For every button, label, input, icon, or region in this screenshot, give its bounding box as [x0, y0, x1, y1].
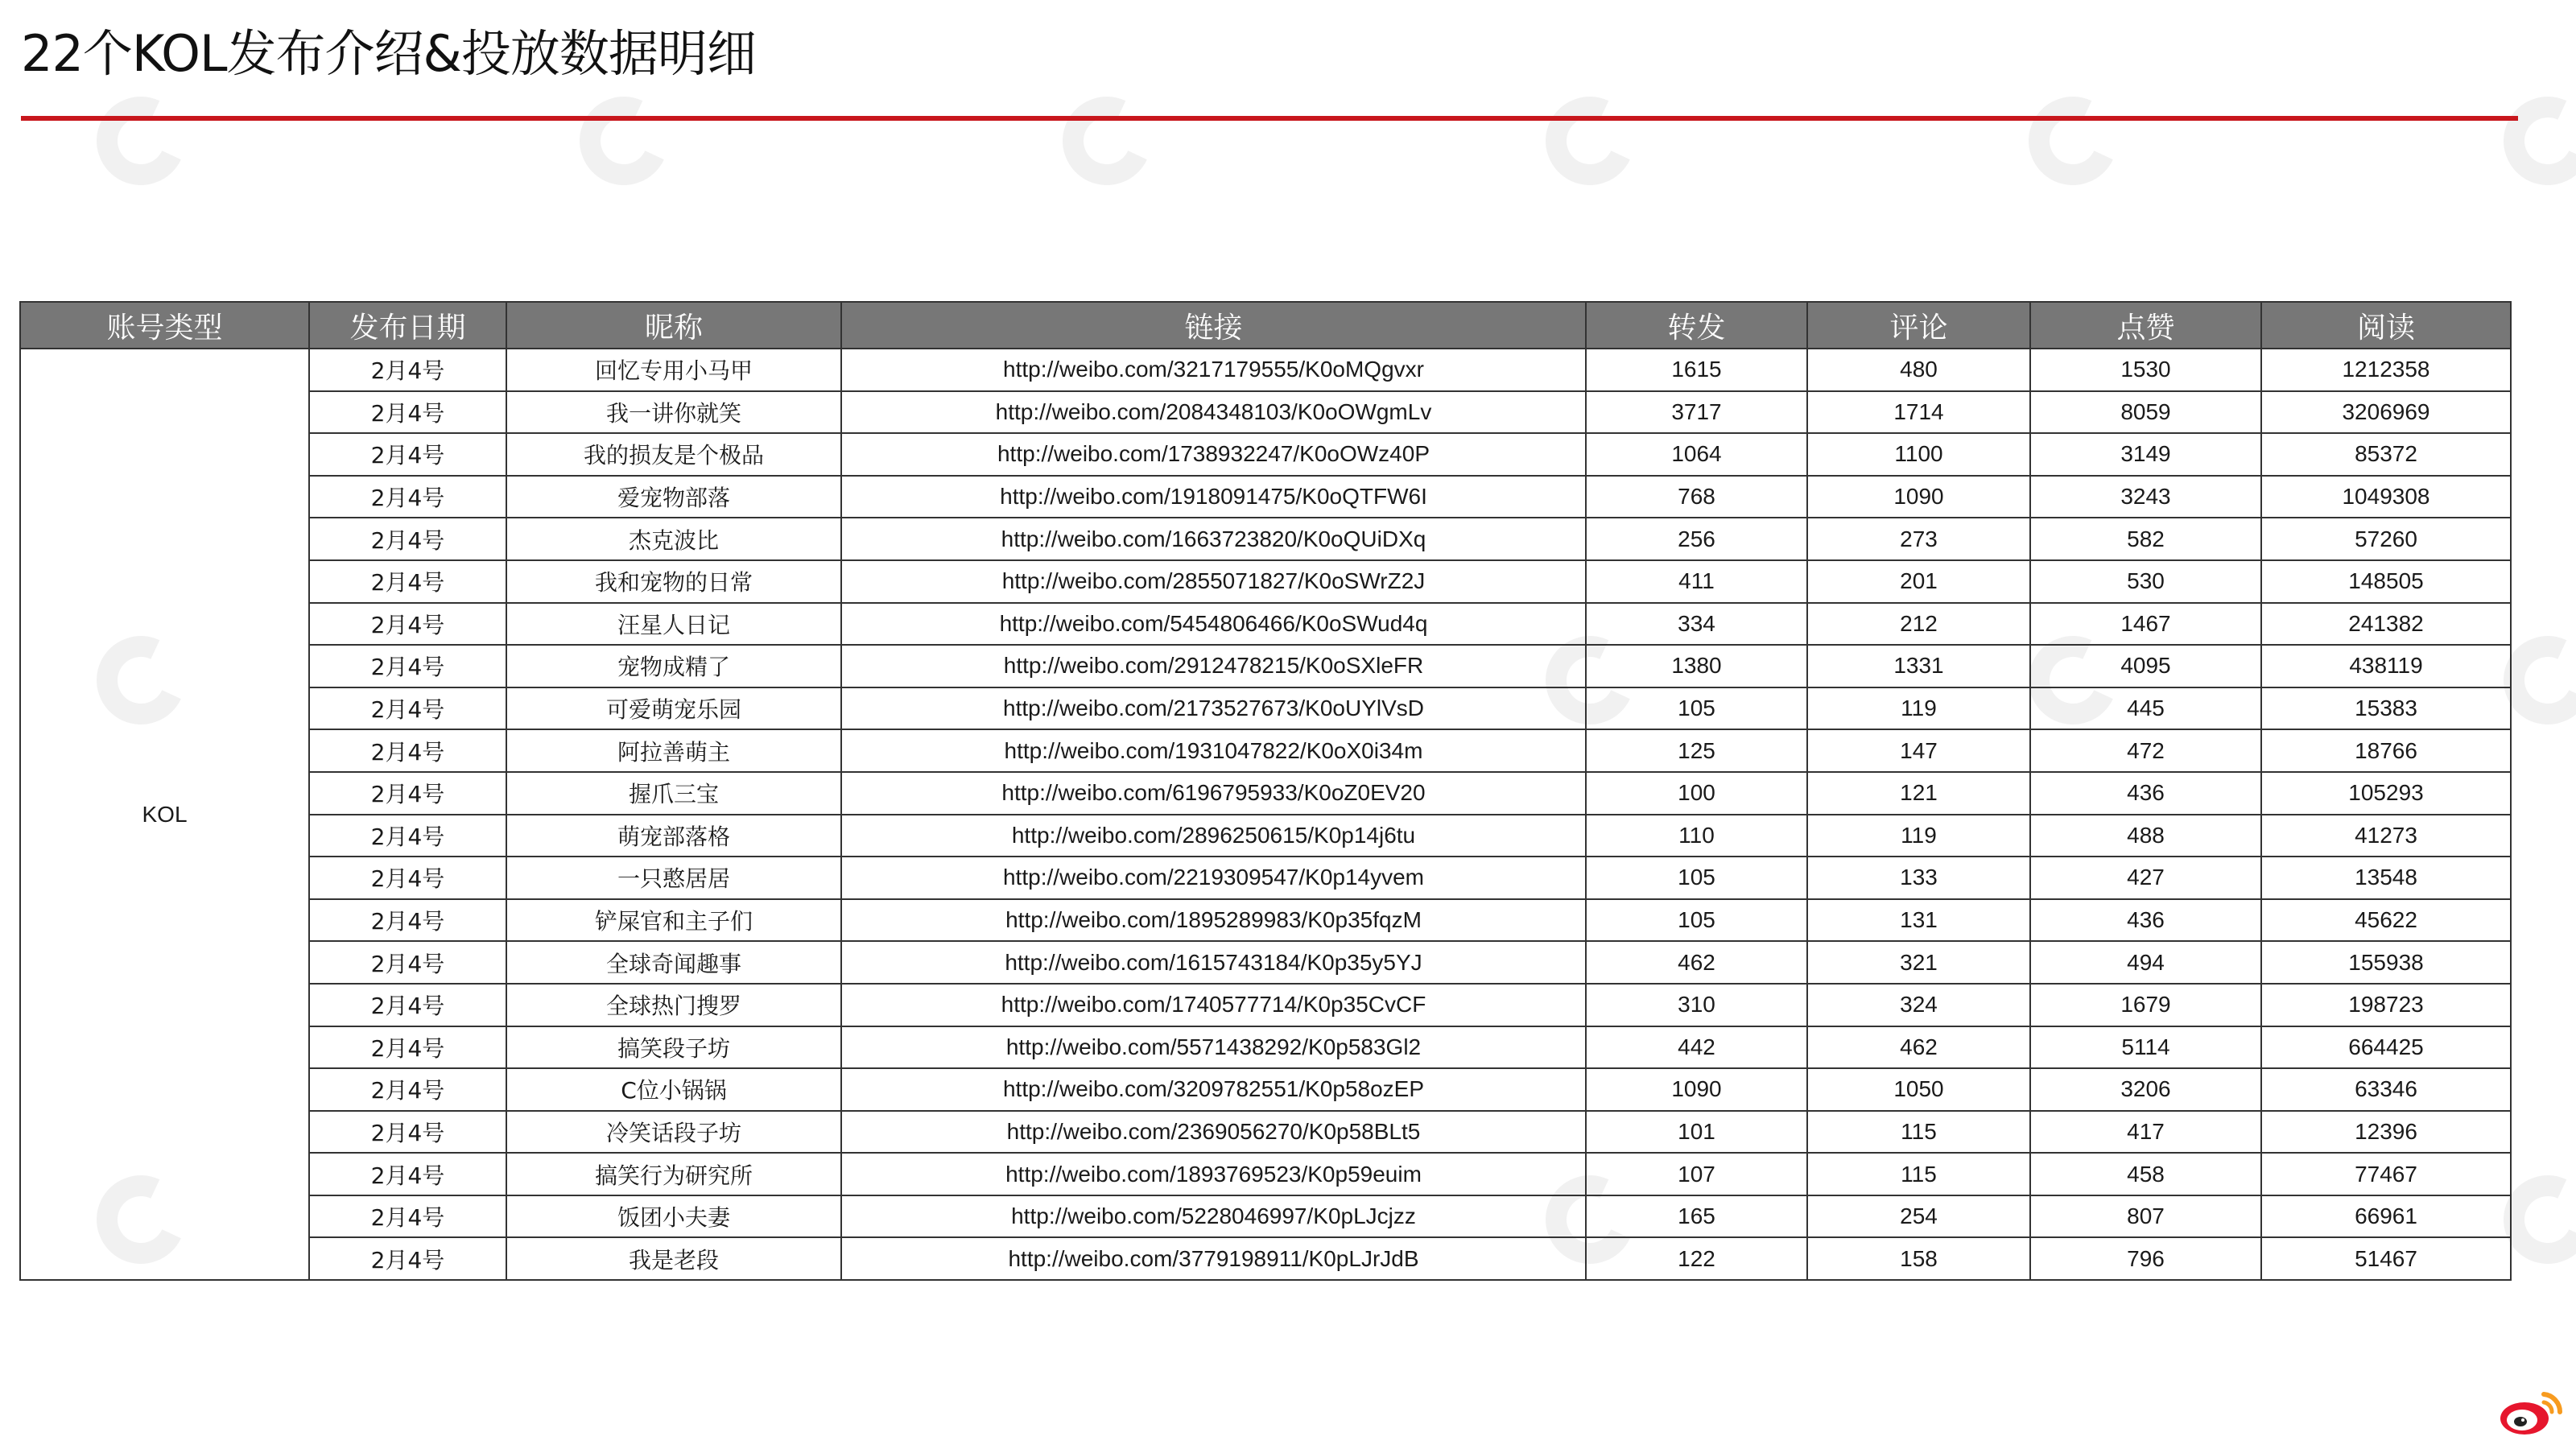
- nickname-cell: 我和宠物的日常: [506, 560, 841, 603]
- link-cell[interactable]: http://weibo.com/2896250615/K0p14j6tu: [841, 815, 1586, 857]
- nickname-cell: 我一讲你就笑: [506, 391, 841, 434]
- nickname-cell: 一只憨居居: [506, 857, 841, 899]
- reads-cell: 148505: [2261, 560, 2511, 603]
- table-row: [20, 687, 2511, 730]
- column-header: 昵称: [506, 302, 841, 349]
- comments-cell: 254: [1807, 1195, 2030, 1238]
- likes-cell: 445: [2030, 687, 2261, 730]
- likes-cell: 417: [2030, 1111, 2261, 1154]
- date-cell: 2月4号: [309, 433, 506, 476]
- column-header: 发布日期: [309, 302, 506, 349]
- table-row: [20, 560, 2511, 603]
- nickname-cell: 握爪三宝: [506, 772, 841, 815]
- account-type-cell: KOL: [20, 349, 309, 1280]
- comments-cell: 147: [1807, 729, 2030, 772]
- date-cell: 2月4号: [309, 1068, 506, 1111]
- column-header: 账号类型: [20, 302, 309, 349]
- reads-cell: 51467: [2261, 1237, 2511, 1280]
- reposts-cell: 107: [1586, 1153, 1807, 1195]
- comments-cell: 131: [1807, 899, 2030, 942]
- likes-cell: 1530: [2030, 349, 2261, 391]
- comments-cell: 121: [1807, 772, 2030, 815]
- nickname-cell: 杰克波比: [506, 518, 841, 560]
- reads-cell: 41273: [2261, 815, 2511, 857]
- link-cell[interactable]: http://weibo.com/1918091475/K0oQTFW6I: [841, 476, 1586, 518]
- likes-cell: 796: [2030, 1237, 2261, 1280]
- table-row: [20, 518, 2511, 560]
- reposts-cell: 100: [1586, 772, 1807, 815]
- date-cell: 2月4号: [309, 687, 506, 730]
- table-row: [20, 857, 2511, 899]
- date-cell: 2月4号: [309, 729, 506, 772]
- link-cell[interactable]: http://weibo.com/1893769523/K0p59euim: [841, 1153, 1586, 1195]
- comments-cell: 158: [1807, 1237, 2030, 1280]
- date-cell: 2月4号: [309, 772, 506, 815]
- link-cell[interactable]: http://weibo.com/3209782551/K0p58ozEP: [841, 1068, 1586, 1111]
- comments-cell: 212: [1807, 603, 2030, 646]
- date-cell: 2月4号: [309, 1153, 506, 1195]
- comments-cell: 115: [1807, 1111, 2030, 1154]
- nickname-cell: 全球热门搜罗: [506, 984, 841, 1026]
- page-title: 22个KOL发布介绍&投放数据明细: [21, 24, 756, 83]
- table-row: [20, 1026, 2511, 1069]
- table-row: [20, 645, 2511, 687]
- nickname-cell: 搞笑段子坊: [506, 1026, 841, 1069]
- nickname-cell: 回忆专用小马甲: [506, 349, 841, 391]
- link-cell[interactable]: http://weibo.com/3779198911/K0pLJrJdB: [841, 1237, 1586, 1280]
- kol-data-table: [19, 301, 2512, 1281]
- link-cell[interactable]: http://weibo.com/1615743184/K0p35y5YJ: [841, 941, 1586, 984]
- nickname-cell: 我是老段: [506, 1237, 841, 1280]
- comments-cell: 1331: [1807, 645, 2030, 687]
- table-row: [20, 476, 2511, 518]
- column-header: 阅读: [2261, 302, 2511, 349]
- comments-cell: 119: [1807, 815, 2030, 857]
- reposts-cell: 105: [1586, 857, 1807, 899]
- nickname-cell: 铲屎官和主子们: [506, 899, 841, 942]
- reposts-cell: 122: [1586, 1237, 1807, 1280]
- reposts-cell: 462: [1586, 941, 1807, 984]
- reposts-cell: 442: [1586, 1026, 1807, 1069]
- nickname-cell: 汪星人日记: [506, 603, 841, 646]
- reads-cell: 438119: [2261, 645, 2511, 687]
- link-cell[interactable]: http://weibo.com/1663723820/K0oQUiDXq: [841, 518, 1586, 560]
- table-row: [20, 815, 2511, 857]
- reposts-cell: 768: [1586, 476, 1807, 518]
- likes-cell: 3149: [2030, 433, 2261, 476]
- reposts-cell: 411: [1586, 560, 1807, 603]
- likes-cell: 4095: [2030, 645, 2261, 687]
- reposts-cell: 1064: [1586, 433, 1807, 476]
- reads-cell: 105293: [2261, 772, 2511, 815]
- watermark-logo-icon: [1051, 85, 1164, 198]
- link-cell[interactable]: http://weibo.com/1931047822/K0oX0i34m: [841, 729, 1586, 772]
- link-cell[interactable]: http://weibo.com/2855071827/K0oSWrZ2J: [841, 560, 1586, 603]
- table-row: [20, 433, 2511, 476]
- watermark-logo-icon: [85, 85, 198, 198]
- date-cell: 2月4号: [309, 1195, 506, 1238]
- reposts-cell: 3717: [1586, 391, 1807, 434]
- nickname-cell: 饭团小夫妻: [506, 1195, 841, 1238]
- comments-cell: 273: [1807, 518, 2030, 560]
- reads-cell: 3206969: [2261, 391, 2511, 434]
- reads-cell: 155938: [2261, 941, 2511, 984]
- likes-cell: 5114: [2030, 1026, 2261, 1069]
- table-row: [20, 941, 2511, 984]
- comments-cell: 324: [1807, 984, 2030, 1026]
- reposts-cell: 125: [1586, 729, 1807, 772]
- date-cell: 2月4号: [309, 560, 506, 603]
- likes-cell: 8059: [2030, 391, 2261, 434]
- date-cell: 2月4号: [309, 899, 506, 942]
- link-cell[interactable]: http://weibo.com/2084348103/K0oOWgmLv: [841, 391, 1586, 434]
- reads-cell: 18766: [2261, 729, 2511, 772]
- likes-cell: 1467: [2030, 603, 2261, 646]
- link-cell[interactable]: http://weibo.com/2369056270/K0p58BLt5: [841, 1111, 1586, 1154]
- table-body: [20, 349, 2511, 1280]
- reads-cell: 664425: [2261, 1026, 2511, 1069]
- nickname-cell: C位小锅锅: [506, 1068, 841, 1111]
- reads-cell: 45622: [2261, 899, 2511, 942]
- link-cell[interactable]: http://weibo.com/2912478215/K0oSXleFR: [841, 645, 1586, 687]
- date-cell: 2月4号: [309, 941, 506, 984]
- likes-cell: 436: [2030, 899, 2261, 942]
- table-row: [20, 899, 2511, 942]
- reposts-cell: 101: [1586, 1111, 1807, 1154]
- comments-cell: 1714: [1807, 391, 2030, 434]
- reposts-cell: 165: [1586, 1195, 1807, 1238]
- comments-cell: 133: [1807, 857, 2030, 899]
- reads-cell: 1049308: [2261, 476, 2511, 518]
- reposts-cell: 105: [1586, 687, 1807, 730]
- likes-cell: 472: [2030, 729, 2261, 772]
- nickname-cell: 冷笑话段子坊: [506, 1111, 841, 1154]
- link-cell[interactable]: http://weibo.com/5228046997/K0pLJcjzz: [841, 1195, 1586, 1238]
- watermark-logo-icon: [2017, 85, 2130, 198]
- likes-cell: 1679: [2030, 984, 2261, 1026]
- reposts-cell: 334: [1586, 603, 1807, 646]
- likes-cell: 3243: [2030, 476, 2261, 518]
- column-header: 评论: [1807, 302, 2030, 349]
- link-cell[interactable]: http://weibo.com/5454806466/K0oSWud4q: [841, 603, 1586, 646]
- likes-cell: 582: [2030, 518, 2261, 560]
- likes-cell: 427: [2030, 857, 2261, 899]
- nickname-cell: 爱宠物部落: [506, 476, 841, 518]
- date-cell: 2月4号: [309, 349, 506, 391]
- nickname-cell: 宠物成精了: [506, 645, 841, 687]
- link-cell[interactable]: http://weibo.com/1895289983/K0p35fqzM: [841, 899, 1586, 942]
- date-cell: 2月4号: [309, 815, 506, 857]
- reads-cell: 1212358: [2261, 349, 2511, 391]
- link-cell[interactable]: http://weibo.com/2219309547/K0p14yvem: [841, 857, 1586, 899]
- table-row: [20, 391, 2511, 434]
- comments-cell: 1050: [1807, 1068, 2030, 1111]
- link-cell[interactable]: http://weibo.com/3217179555/K0oMQgvxr: [841, 349, 1586, 391]
- comments-cell: 1100: [1807, 433, 2030, 476]
- date-cell: 2月4号: [309, 518, 506, 560]
- date-cell: 2月4号: [309, 603, 506, 646]
- reposts-cell: 256: [1586, 518, 1807, 560]
- reposts-cell: 1380: [1586, 645, 1807, 687]
- comments-cell: 119: [1807, 687, 2030, 730]
- watermark-logo-icon: [568, 85, 681, 198]
- reads-cell: 15383: [2261, 687, 2511, 730]
- reads-cell: 241382: [2261, 603, 2511, 646]
- table-row: [20, 349, 2511, 391]
- comments-cell: 115: [1807, 1153, 2030, 1195]
- likes-cell: 807: [2030, 1195, 2261, 1238]
- reposts-cell: 110: [1586, 815, 1807, 857]
- reposts-cell: 1090: [1586, 1068, 1807, 1111]
- title-divider: [21, 116, 2518, 121]
- table-row: [20, 729, 2511, 772]
- table-row: [20, 1195, 2511, 1238]
- table-row: [20, 984, 2511, 1026]
- reposts-cell: 310: [1586, 984, 1807, 1026]
- nickname-cell: 阿拉善萌主: [506, 729, 841, 772]
- column-header: 链接: [841, 302, 1586, 349]
- weibo-logo-icon: [2497, 1386, 2566, 1438]
- watermark-logo-icon: [2491, 85, 2576, 198]
- link-cell[interactable]: http://weibo.com/5571438292/K0p583Gl2: [841, 1026, 1586, 1069]
- link-cell[interactable]: http://weibo.com/6196795933/K0oZ0EV20: [841, 772, 1586, 815]
- watermark-logo-icon: [1534, 85, 1647, 198]
- likes-cell: 436: [2030, 772, 2261, 815]
- reposts-cell: 1615: [1586, 349, 1807, 391]
- date-cell: 2月4号: [309, 1111, 506, 1154]
- date-cell: 2月4号: [309, 857, 506, 899]
- date-cell: 2月4号: [309, 476, 506, 518]
- nickname-cell: 全球奇闻趣事: [506, 941, 841, 984]
- reads-cell: 13548: [2261, 857, 2511, 899]
- table-row: [20, 1237, 2511, 1280]
- link-cell[interactable]: http://weibo.com/2173527673/K0oUYlVsD: [841, 687, 1586, 730]
- reads-cell: 198723: [2261, 984, 2511, 1026]
- date-cell: 2月4号: [309, 1237, 506, 1280]
- column-header: 转发: [1586, 302, 1807, 349]
- likes-cell: 458: [2030, 1153, 2261, 1195]
- column-header: 点赞: [2030, 302, 2261, 349]
- comments-cell: 1090: [1807, 476, 2030, 518]
- nickname-cell: 我的损友是个极品: [506, 433, 841, 476]
- nickname-cell: 搞笑行为研究所: [506, 1153, 841, 1195]
- nickname-cell: 萌宠部落格: [506, 815, 841, 857]
- date-cell: 2月4号: [309, 984, 506, 1026]
- likes-cell: 3206: [2030, 1068, 2261, 1111]
- reads-cell: 66961: [2261, 1195, 2511, 1238]
- reads-cell: 77467: [2261, 1153, 2511, 1195]
- reads-cell: 12396: [2261, 1111, 2511, 1154]
- likes-cell: 530: [2030, 560, 2261, 603]
- date-cell: 2月4号: [309, 1026, 506, 1069]
- likes-cell: 494: [2030, 941, 2261, 984]
- table-header-row: [20, 302, 2511, 349]
- table-row: [20, 1153, 2511, 1195]
- reads-cell: 57260: [2261, 518, 2511, 560]
- reads-cell: 85372: [2261, 433, 2511, 476]
- reads-cell: 63346: [2261, 1068, 2511, 1111]
- table-row: [20, 603, 2511, 646]
- table-row: [20, 1068, 2511, 1111]
- comments-cell: 462: [1807, 1026, 2030, 1069]
- comments-cell: 201: [1807, 560, 2030, 603]
- reposts-cell: 105: [1586, 899, 1807, 942]
- link-cell[interactable]: http://weibo.com/1738932247/K0oOWz40P: [841, 433, 1586, 476]
- table-row: [20, 1111, 2511, 1154]
- comments-cell: 480: [1807, 349, 2030, 391]
- date-cell: 2月4号: [309, 645, 506, 687]
- nickname-cell: 可爱萌宠乐园: [506, 687, 841, 730]
- comments-cell: 321: [1807, 941, 2030, 984]
- table-row: [20, 772, 2511, 815]
- likes-cell: 488: [2030, 815, 2261, 857]
- link-cell[interactable]: http://weibo.com/1740577714/K0p35CvCF: [841, 984, 1586, 1026]
- date-cell: 2月4号: [309, 391, 506, 434]
